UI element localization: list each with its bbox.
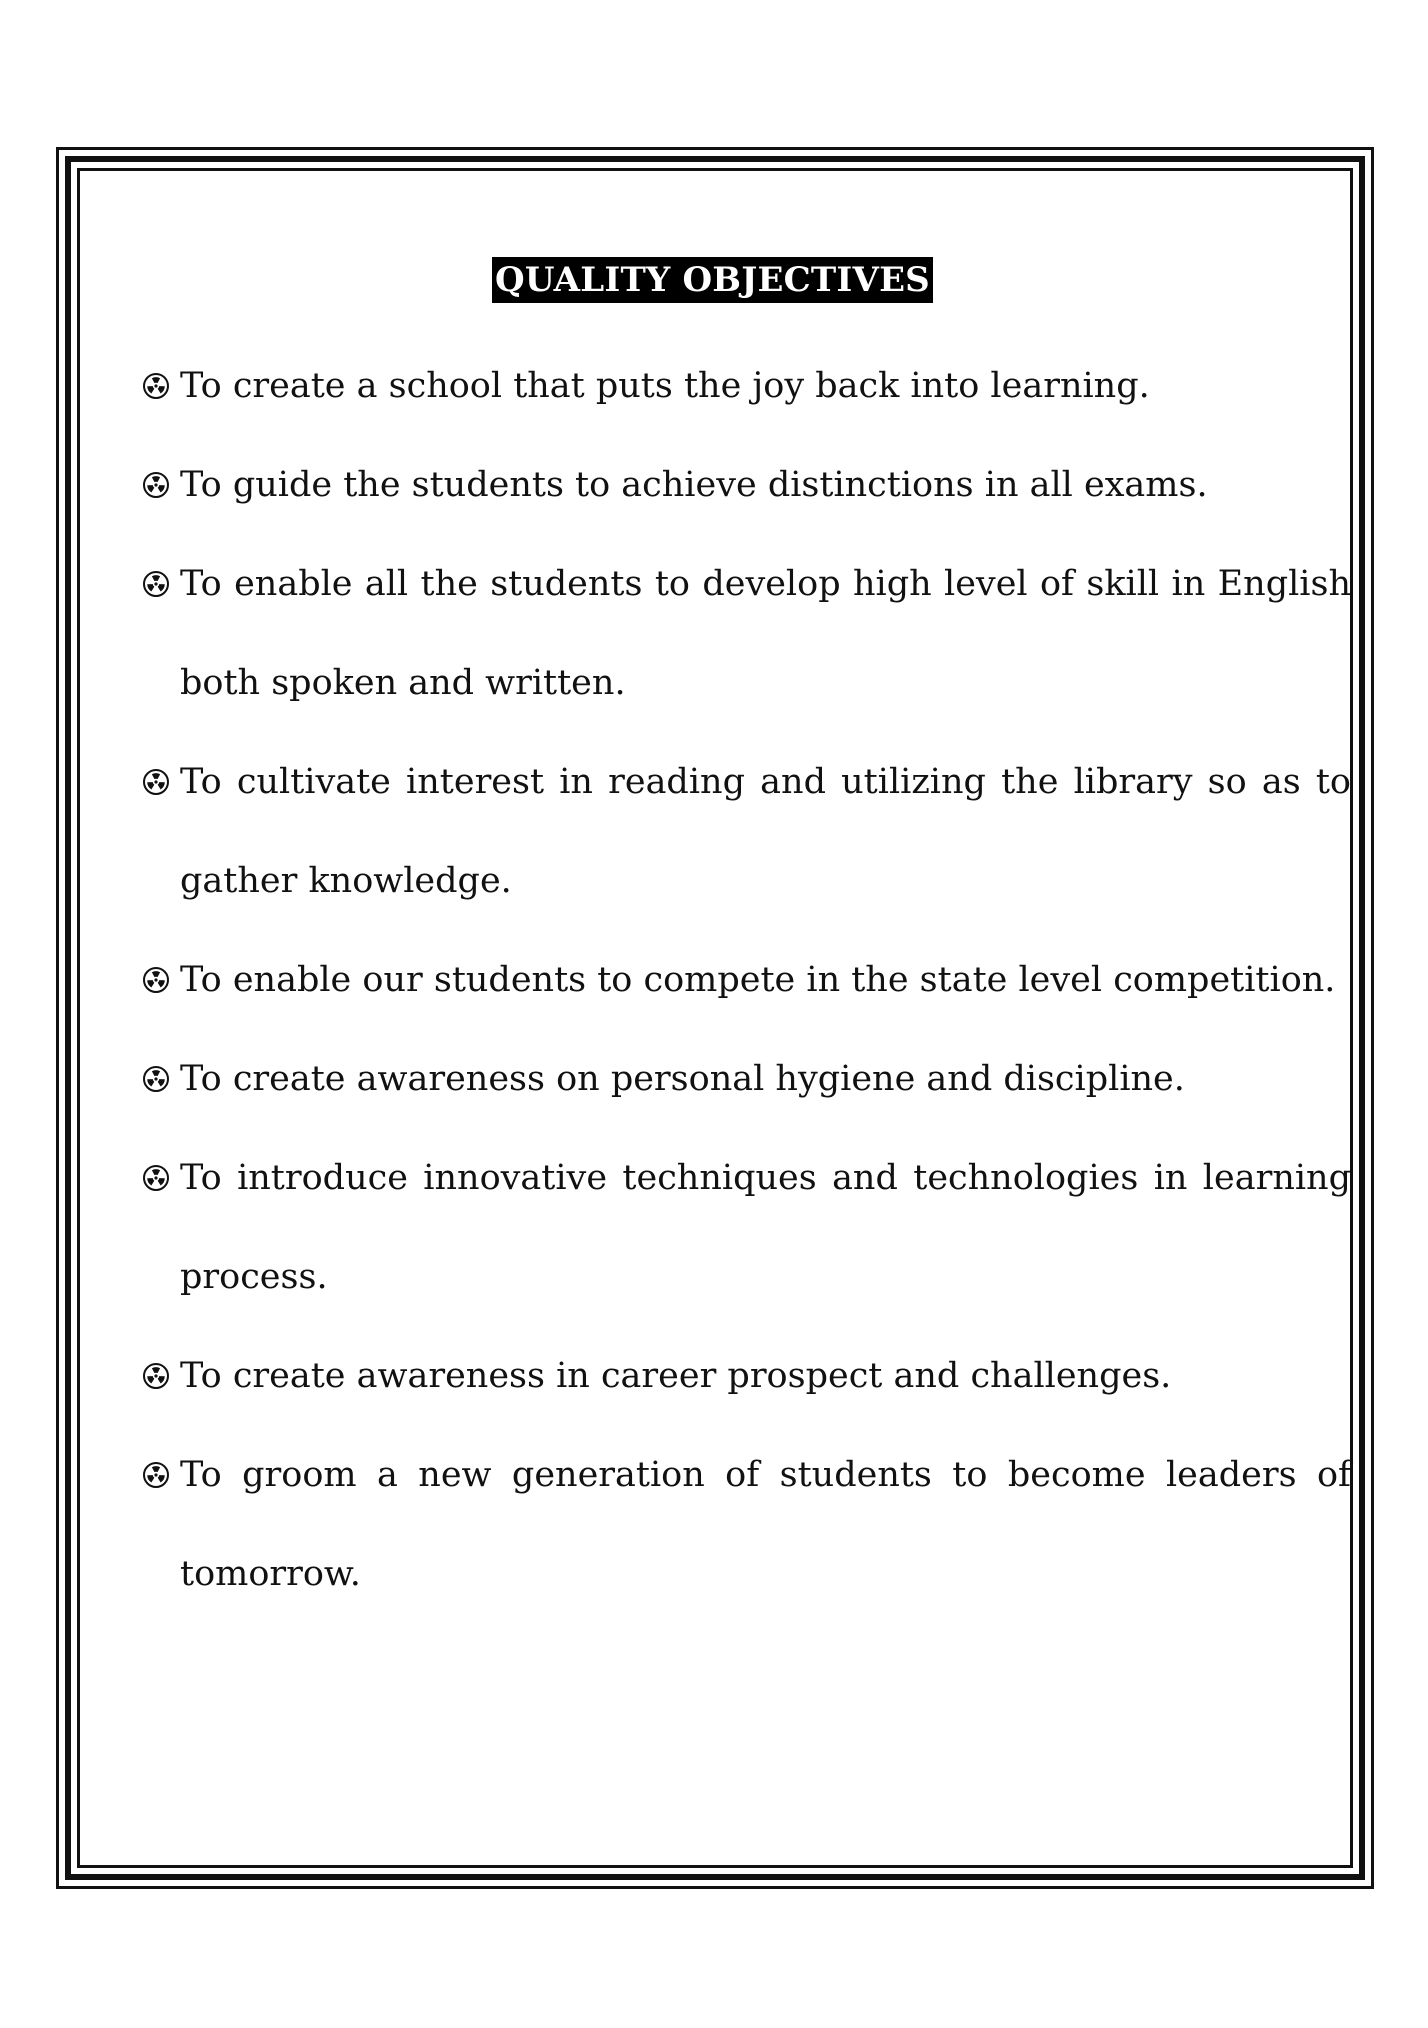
list-item-text: To create awareness on personal hygiene and discipline. — [180, 1059, 1185, 1099]
list-item — [140, 337, 1351, 436]
list-item — [140, 436, 1351, 535]
list-item — [140, 1030, 1351, 1129]
list-item-text: To create a school that puts the joy back into learning. — [180, 366, 1150, 406]
list-item — [140, 931, 1351, 1030]
list-item — [140, 733, 1351, 931]
list-item-text: To introduce innovative techniques and technologies in learning process. — [180, 1158, 1351, 1297]
list-item-text: To enable our students to compete in the state level competition. — [180, 960, 1336, 1000]
list-item — [140, 535, 1351, 733]
radioactive-circle-icon — [142, 471, 170, 499]
document-content — [140, 257, 1350, 1624]
list-item-text: To groom a new generation of students to become leaders of tomorrow. — [180, 1455, 1351, 1594]
radioactive-circle-icon — [142, 570, 170, 598]
radioactive-circle-icon — [142, 1164, 170, 1192]
list-item — [140, 1426, 1351, 1624]
radioactive-circle-icon — [142, 768, 170, 796]
page-title: QUALITY OBJECTIVES — [492, 257, 933, 303]
radioactive-circle-icon — [142, 966, 170, 994]
objectives-list — [140, 337, 1350, 1624]
list-item-text: To enable all the students to develop high level of skill in English both spoken and written. — [180, 564, 1351, 703]
list-item-text: To cultivate interest in reading and utilizing the library so as to gather knowledge. — [180, 762, 1351, 901]
radioactive-circle-icon — [142, 1362, 170, 1390]
radioactive-circle-icon — [142, 1065, 170, 1093]
title-wrapper — [130, 257, 1295, 303]
list-item — [140, 1327, 1351, 1426]
list-item — [140, 1129, 1351, 1327]
list-item-text: To guide the students to achieve distinctions in all exams. — [180, 465, 1208, 505]
radioactive-circle-icon — [142, 1461, 170, 1489]
list-item-text: To create awareness in career prospect and challenges. — [180, 1356, 1172, 1396]
radioactive-circle-icon — [142, 372, 170, 400]
